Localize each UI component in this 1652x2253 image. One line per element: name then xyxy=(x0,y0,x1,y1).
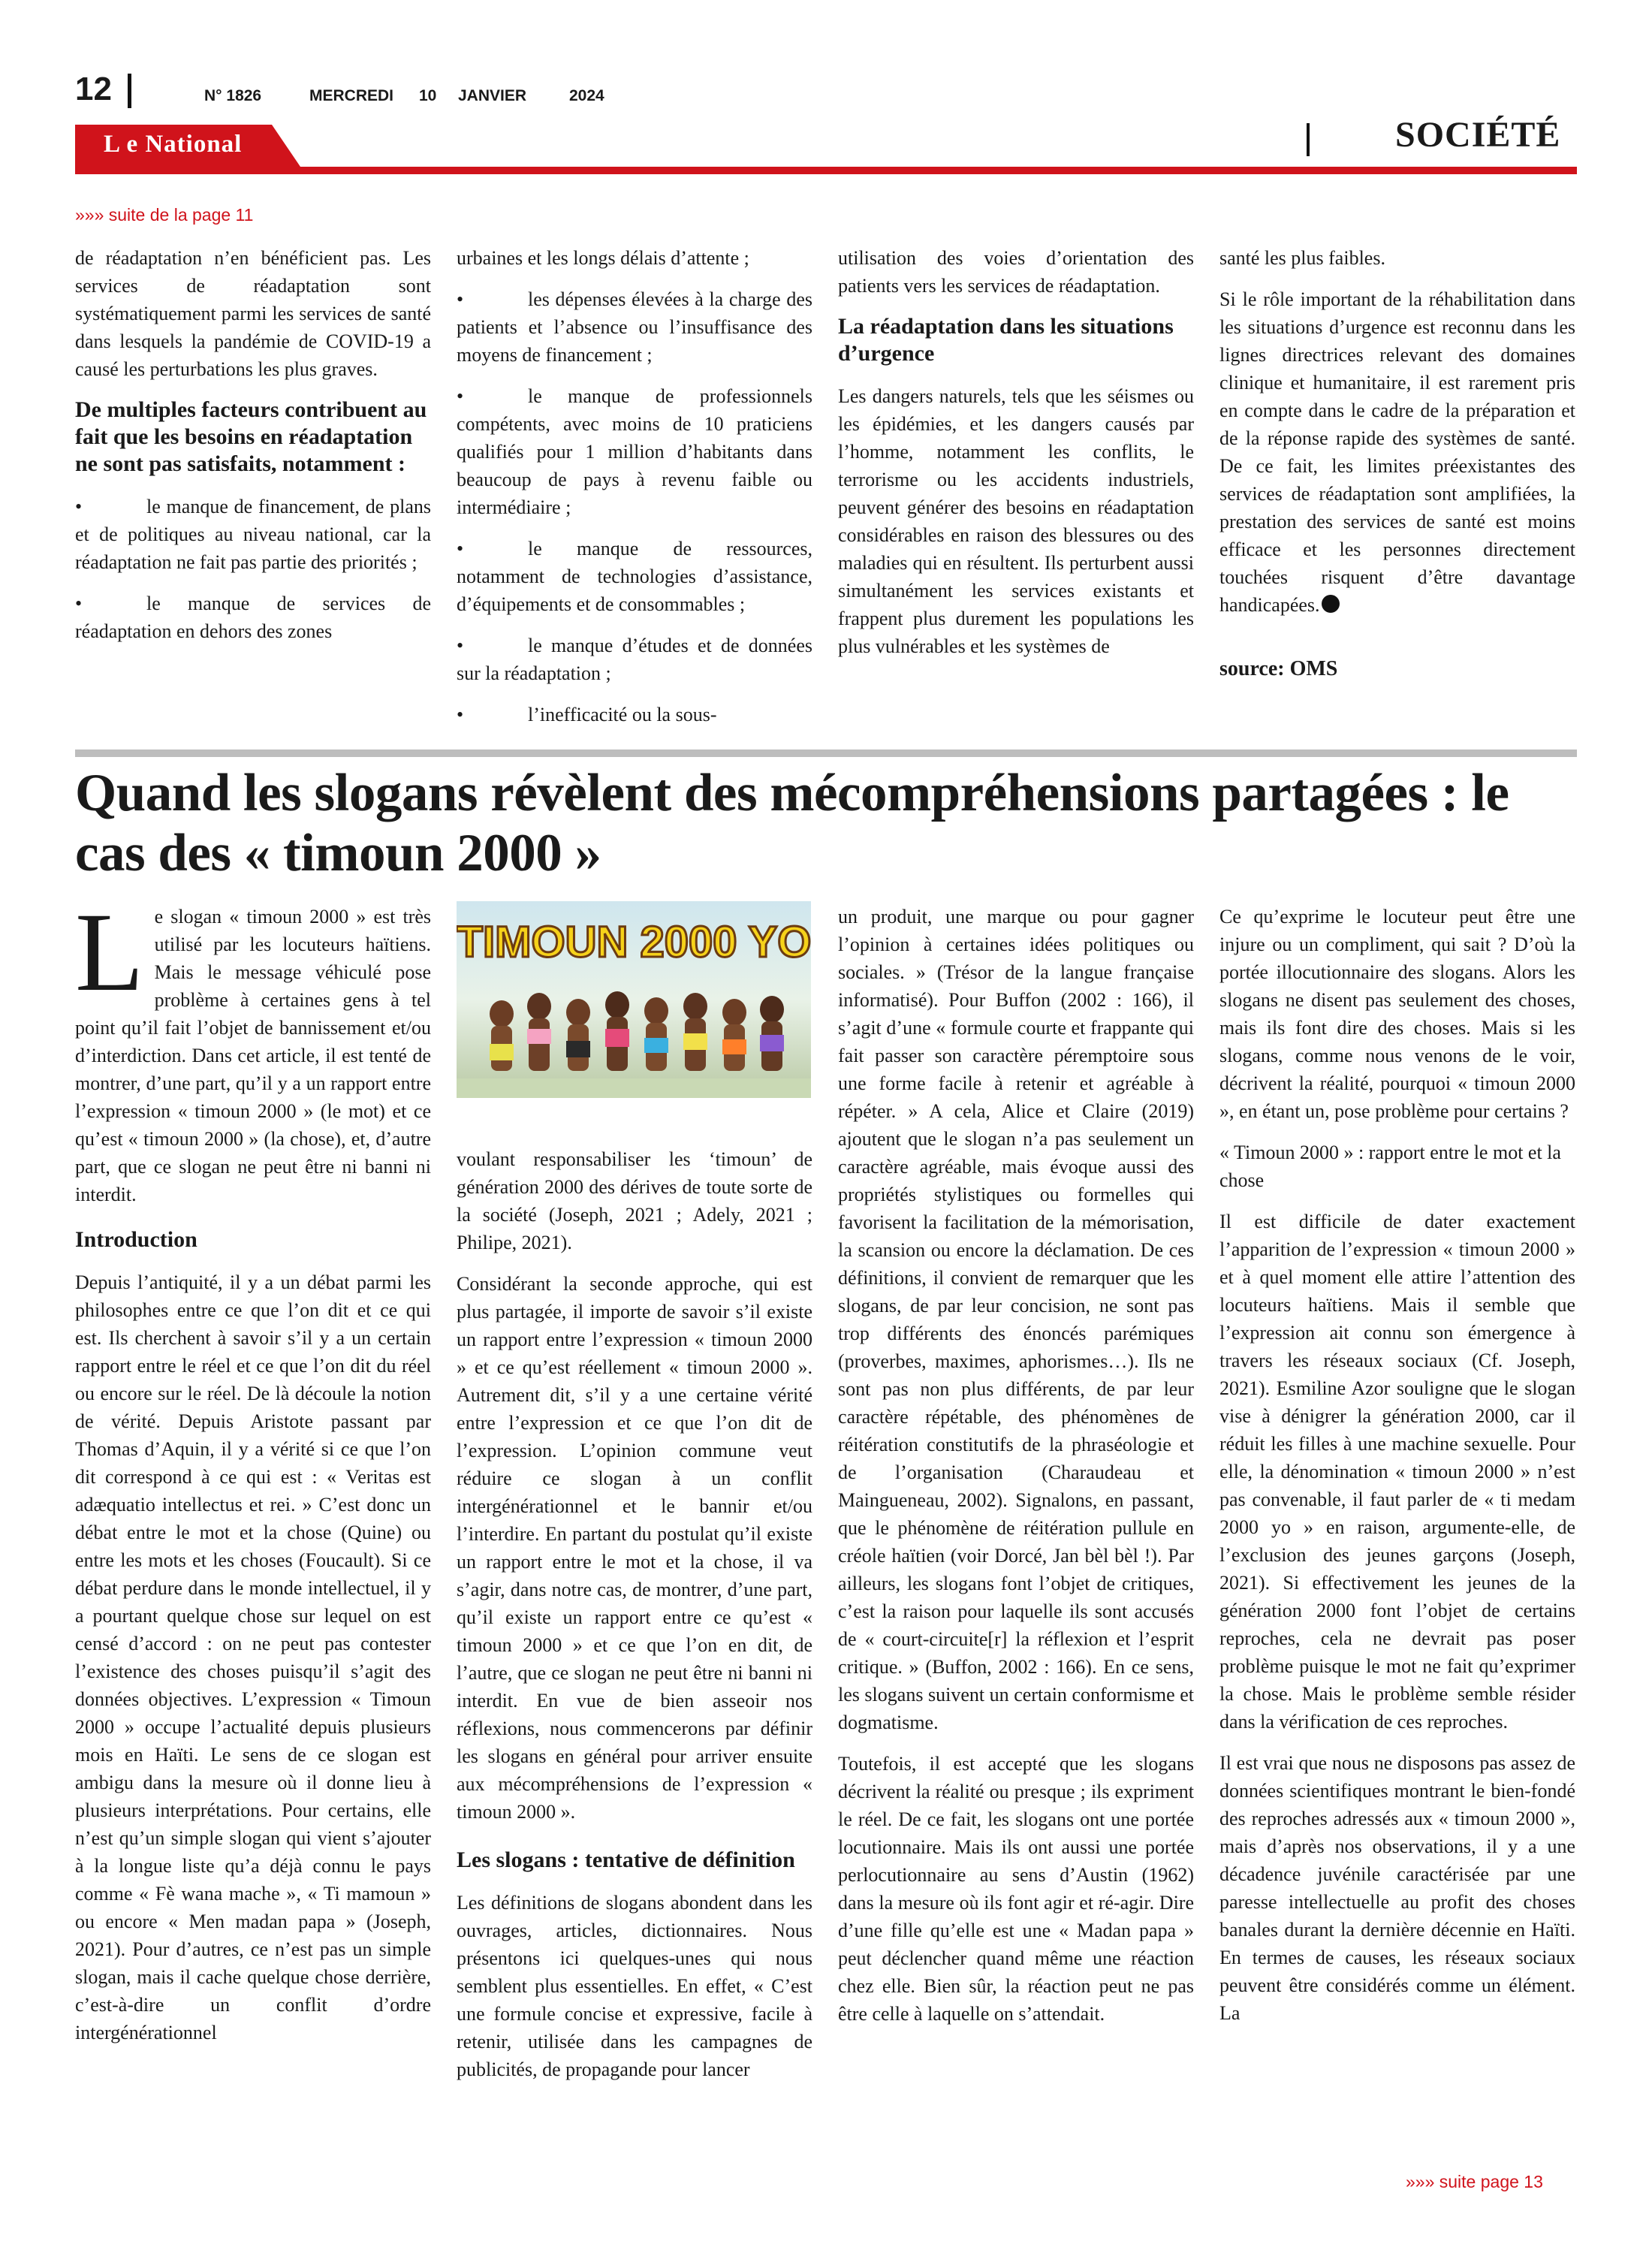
list-item: • le manque de ressources, notamment de technologies d’assistance, d’équipements et de consommables ; xyxy=(457,538,812,615)
paragraph: de réadaptation n’en bénéficient pas. Les services de réadaptation sont systématiquement parmi les services de santé dans lesquels la pandémie de COVID-19 a causé les perturbations les plus graves. xyxy=(75,247,431,380)
paragraph: santé les plus faibles. xyxy=(1219,247,1385,269)
article-col-1 xyxy=(75,890,431,2060)
paragraph: Ce qu’exprime le locuteur peut être une injure ou un compliment, qui sait ? D’où la portée illocutionnaire des slogans. Alors les slogans ne disent pas seulement des choses, mais ils font dire des choses. Mais si les slogans, comme nous venons de le voir, décrivent la réalité, pourquoi « timoun 2000 », en étant un, pose problème pour certains ? xyxy=(1219,906,1575,1122)
newspaper-logo: L e National xyxy=(104,131,243,158)
paragraph: utilisation des voies d’orientation des patients vers les services de réadaptation. xyxy=(838,247,1194,297)
article-col-4 xyxy=(1219,903,1575,2040)
inline-subhead: « Timoun 2000 » : rapport entre le mot et la chose xyxy=(1219,1142,1561,1191)
end-of-article-icon xyxy=(1322,595,1340,613)
header-rule xyxy=(75,167,1577,174)
paragraph: un produit, une marque ou pour gagner l’opinion à certaines idées politiques ou sociales. » (Trésor de la langue française informatisé). Pour Buffon (2002 : 166), il s’agit d’une « formule courte et frappante qui fait passer son caractère péremptoire sous une forme facile à retenir et agréable à répéter. » A cela, Alice et Claire (2019) ajoutent que le slogan n’a pas seulement un caractère agréable, mais évoque aussi des propriétés stylistiques ou formelles qui favorisent la facilitation de la mémorisation, la scansion ou encore la déclamation. De ces définitions, il convient de remarquer que les slogans, de par leur concision, ne sont pas trop différents des énoncés parémiques (proverbes, maximes, aphorismes…). Ils ne sont pas non plus différents, de par leur caractère répétable, des phénomènes de réitération constitutifs de la phraséologie et de l’organisation (Charaudeau et Maingueneau, 2002). Signalons, en passant, que le phénomène de réitération pullule en créole haïtien (voir Dorcé, Jan bèl bèl !). Par ailleurs, les slogans font l’objet de critiques, c’est la raison pour laquelle ils sont accusés de « court-circuite[r] la réflexion et l’esprit critique. » (Buffon, 2002 : 166). En ce sens, les slogans suivent un certain conformisme et dogmatisme. xyxy=(838,906,1194,1733)
paragraph: Considérant la seconde approche, qui est plus partagée, il importe de savoir s’il existe un rapport entre l’expression « timoun 2000 » et ce qu’est réellement « timoun 2000 ». Autrement dit, s’il y a une certaine vérité entre l’expression et ce que l’on dit de l’expression. L’opinion commune veut réduire ce slogan à un conflit intergénérationnel et le bannir et/ou l’interdire. En partant du postulat qu’il existe un rapport entre le mot et la chose, il va s’agir, dans notre cas, de montrer, d’une part, qu’il existe un rapport entre ce qu’est « timoun 2000 » et ce que l’on en dit, de l’autre, que ce slogan ne peut être ni banni ni interdit. En vue de bien asseoir nos réflexions, nous commencerons par définir les slogans en général pour arriver ensuite aux mécompréhensions de l’expression « timoun 2000 ». xyxy=(457,1273,812,1823)
article-separator xyxy=(75,749,1577,757)
article-title: Quand les slogans révèlent des mécompréhensions partagées : le cas des « timoun 2000 » xyxy=(75,764,1509,882)
paragraph: Le slogan « timoun 2000 » est très utilisé par les locuteurs haïtiens. Mais le message véhiculé pose problème à certaines gens à tel point qu’il fait l’objet de bannissement et/ou d’interdiction. Dans cet article, il est tenté de montrer, d’une part, qu’il y a un rapport entre l’expression « timoun 2000 » (le mot) et ce qu’est « timoun 2000 » (la chose), et, d’autre part, que ce slogan ne peut être ni banni ni interdit. xyxy=(75,890,431,1205)
issue-number: N° 1826 xyxy=(204,87,262,104)
section-title: SOCIÉTÉ xyxy=(1395,115,1561,155)
prev-article-col-2 xyxy=(457,244,812,742)
subheading: De multiples facteurs contribuent au fait que les besoins en réadaptation ne sont pas satisfaits, notamment : xyxy=(75,397,427,476)
list-item: • le manque de professionnels compétents, avec moins de 10 praticiens qualifiés pour 1 million d’habitants dans beaucoup de pays à revenu faible ou intermédiaire ; xyxy=(457,385,812,518)
issue-month: JANVIER xyxy=(458,87,527,104)
list-item: • les dépenses élevées à la charge des patients et l’absence ou l’insuffisance des moyens de financement ; xyxy=(457,288,812,366)
issue-day: 10 xyxy=(419,87,437,104)
paragraph: Il est difficile de dater exactement l’apparition de l’expression « timoun 2000 » et à quel moment elle attire l’attention des locuteurs haïtiens. Mais il semble que l’expression ait connu son émergence à travers les réseaux sociaux (Cf. Joseph, 2021). Esmiline Azor souligne que le slogan vise à dénigrer la génération 2000, car il réduit les filles à une machine sexuelle. Pour elle, la dénomination « timoun 2000 » n’est pas convenable, il faut parler de « ti medam 2000 yo » en raison, argumente-elle, de l’exclusion des jeunes garçons (Joseph, 2021). Si effectivement les jeunes de la génération 2000 font l’objet de certains reproches, cela ne devrait pas poser problème puisque le mot ne fait qu’exprimer la chose. Mais le problème semble résider dans la vérification de ces reproches. xyxy=(1219,1211,1575,1733)
continued-to-link[interactable]: »»» suite page 13 xyxy=(1406,2172,1543,2191)
prev-article-col-4 xyxy=(1219,244,1575,696)
article-photo xyxy=(457,901,811,1098)
paragraph: Toutefois, il est accepté que les slogans décrivent la réalité ou presque ; ils expriment le réel. De ce fait, les slogans ont une portée locutionnaire. Mais ils ont aussi une portée perlocutionnaire au sens d’Austin (1962) dans la mesure où ils font agir et ré-agir. Dire d’une fille qu’elle est une « Madan papa » peut déclencher quand même une réaction chez elle. Bien sûr, la réaction peut ne pas être celle à laquelle on s’attendait. xyxy=(838,1753,1194,2025)
issue-year: 2024 xyxy=(569,87,604,104)
paragraph: Il est vrai que nous ne disposons pas assez de données scientifiques montrant le bien-fondé des reproches adressés aux « timoun 2000 », mais d’après nos observations, il y a une décadence juvénile caractérisée par une paresse intellectuelle au profit des choses banales durant la dernière décennie en Haïti. En termes de causes, les réseaux sociaux peuvent être considérés comme un élément. La xyxy=(1219,1752,1575,2024)
list-item: • l’inefficacité ou la sous- xyxy=(457,704,717,725)
list-item: • le manque de financement, de plans et de politiques au niveau national, car la réadaptation ne fait pas partie des priorités ; xyxy=(75,496,431,573)
prev-article-col-3 xyxy=(838,244,1194,674)
paragraph: Les dangers naturels, tels que les séismes ou les épidémies, et les dangers causés par l’homme, notamment les conflits, le terrorisme ou les accidents industriels, peuvent générer des besoins en réadaptation considérables en raison des blessures ou des maladies qui en résultent. Ils perturbent aussi simultanément les services existants et frappent plus durement les populations les plus vulnérables et les systèmes de xyxy=(838,385,1194,657)
list-item: • le manque d’études et de données sur la réadaptation ; xyxy=(457,635,812,684)
prev-article-col-1 xyxy=(75,244,431,659)
article-source: source: OMS xyxy=(1219,657,1338,680)
subheading: Introduction xyxy=(75,1227,197,1252)
article-col-2 xyxy=(457,1145,812,2097)
page-number-divider xyxy=(128,74,131,108)
subheading: La réadaptation dans les situations d’urgence xyxy=(838,314,1174,366)
paragraph: voulant responsabiliser les ‘timoun’ de génération 2000 des dérives de toute sorte de la société (Joseph, 2021 ; Adely, 2021 ; Philipe, 2021). xyxy=(457,1148,812,1253)
subheading: Les slogans : tentative de définition xyxy=(457,1847,795,1872)
page-number: 12 xyxy=(75,71,112,107)
paragraph: urbaines et les longs délais d’attente ; xyxy=(457,247,749,269)
paragraph: Les définitions de slogans abondent dans les ouvrages, articles, dictionnaires. Nous présentons ici quelques-unes qui nous semblent plus essentielles. En effet, « C’est une formule concise et expressive, facile à retenir, utilisée dans les campagnes de publicités, de propagande pour lancer xyxy=(457,1892,812,2080)
issue-weekday: MERCREDI xyxy=(309,87,394,104)
drop-cap: L xyxy=(75,890,144,1015)
list-item: • le manque de services de réadaptation en dehors des zones xyxy=(75,593,431,642)
photo-text: TIMOUN 2000 YO xyxy=(457,918,811,967)
paragraph: Depuis l’antiquité, il y a un débat parmi les philosophes entre ce que l’on dit et ce qui est. Ils cherchent à savoir s’il y a un certain rapport entre le réel et ce que l’on dit du réel ou encore sur le réel. De là découle la notion de vérité. Depuis Aristote passant par Thomas d’Aquin, il y a vérité si ce que l’on dit correspond à ce qui est : « Veritas est adæquatio intellectus et rei. » C’est donc un débat entre le mot et la chose (Quine) ou entre les mots et les choses (Foucault). Si ce débat perdure dans le monde intellectuel, il y a pourtant quelque chose sur lequel on est censé d’accord : on ne peut pas contester l’existence des choses puisqu’il s’agit des données objectives. L’expression « Timoun 2000 » occupe l’actualité depuis plusieurs mois en Haïti. Le sens de ce slogan est ambigu dans la mesure où il donne lieu à plusieurs interprétations. Pour certains, elle n’est qu’un simple slogan qui vient s’ajouter à la longue liste qu’a déjà connu le pays comme « Fè wana mache », « Ti mamoun » ou encore « Men madan papa » (Joseph, 2021). Pour d’autres, ce n’est pas un simple slogan, mais il cache quelque chose derrière, c’est-à-dire un conflit d’ordre intergénérationnel xyxy=(75,1271,431,2043)
article-col-3 xyxy=(838,903,1194,2041)
continued-from-link[interactable]: »»» suite de la page 11 xyxy=(75,205,254,225)
paragraph: Si le rôle important de la réhabilitation dans les situations d’urgence est reconnu dans les lignes directrices relevant des domaines clinique et humanitaire, il est rarement pris en compte dans le cadre de la préparation et de la réponse rapide des systèmes de santé. De ce fait, les limites préexistantes des services de réadaptation sont amplifiées, la prestation des services de santé est moins efficace et les personnes directement touchées risquent d’être davantage handicapées. xyxy=(1219,288,1575,616)
section-divider xyxy=(1307,123,1310,156)
